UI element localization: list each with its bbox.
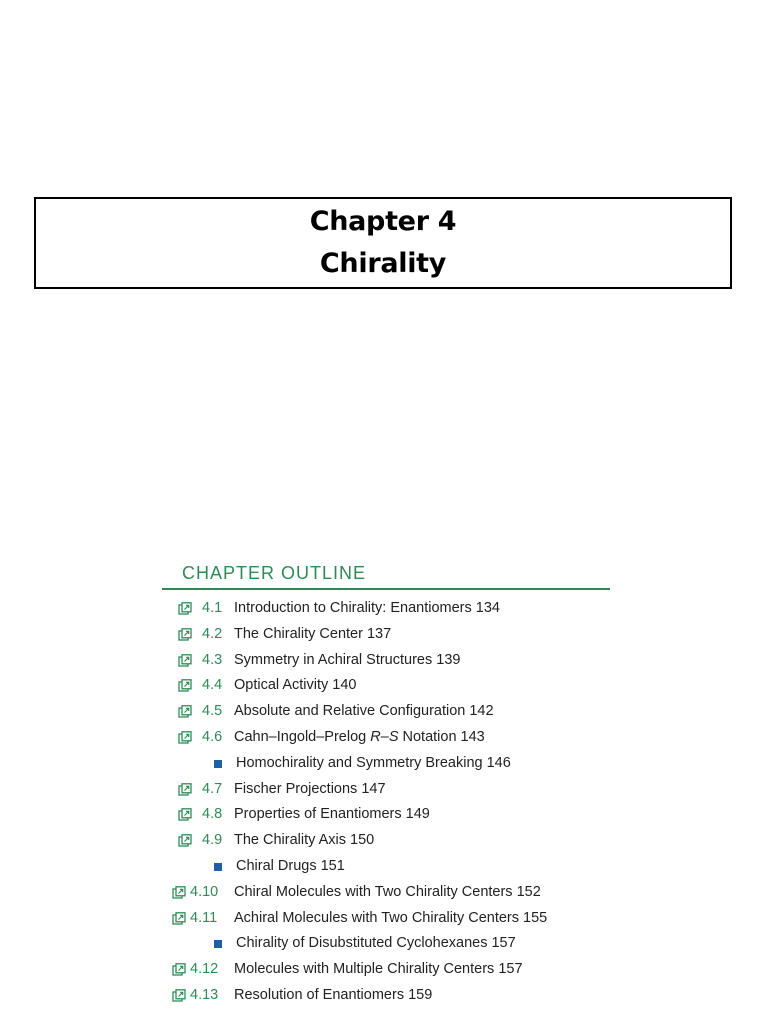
section-number: 4.2 [202, 625, 223, 642]
section-title: Symmetry in Achiral Structures 139 [234, 651, 461, 668]
section-number: 4.7 [202, 780, 223, 797]
box-title: Chirality of Disubstituted Cyclohexanes 157 [236, 935, 516, 952]
section-title: Optical Activity 140 [234, 677, 357, 694]
section-number: 4.13 [190, 986, 219, 1003]
section-title: Molecules with Multiple Chirality Centers 157 [234, 961, 523, 978]
outline-section-item[interactable] [162, 906, 610, 932]
linked-section-icon [178, 731, 192, 744]
outline-heading: CHAPTER OUTLINE [182, 563, 367, 583]
section-title: The Chirality Center 137 [234, 625, 392, 642]
outline-divider [162, 588, 610, 590]
linked-section-icon [172, 989, 186, 1002]
outline-section-item[interactable] [162, 622, 610, 648]
section-number: 4.10 [190, 883, 219, 900]
outline-box-item [162, 931, 610, 957]
linked-section-icon [178, 808, 192, 821]
outline-section-item[interactable] [162, 828, 610, 854]
square-bullet-icon [214, 940, 222, 948]
section-number: 4.5 [202, 703, 223, 720]
linked-section-icon [172, 886, 186, 899]
section-title: Fischer Projections 147 [234, 780, 386, 797]
section-title: Introduction to Chirality: Enantiomers 134 [234, 600, 500, 616]
linked-section-icon [178, 628, 192, 641]
outline-section-item[interactable] [162, 880, 610, 906]
linked-section-icon [172, 963, 186, 976]
section-title: Properties of Enantiomers 149 [234, 806, 430, 823]
chapter-name: Chirality [319, 248, 447, 279]
square-bullet-icon [214, 863, 222, 871]
outline-section-item[interactable] [162, 957, 610, 983]
box-title: Homochirality and Symmetry Breaking 146 [236, 754, 511, 771]
outline-box-item [162, 854, 610, 880]
chapter-number: Chapter 4 [309, 206, 457, 237]
section-title: Achiral Molecules with Two Chirality Centers 155 [234, 909, 548, 926]
section-number: 4.12 [190, 961, 219, 978]
square-bullet-icon [214, 760, 222, 768]
section-number: 4.6 [202, 728, 223, 745]
outline-section-item[interactable] [162, 673, 610, 699]
linked-section-icon [178, 783, 192, 796]
section-number: 4.3 [202, 651, 223, 668]
section-title: Absolute and Relative Configuration 142 [234, 703, 494, 720]
box-title: Chiral Drugs 151 [236, 857, 345, 874]
section-number: 4.11 [190, 909, 218, 926]
outline-section-item[interactable] [162, 802, 610, 828]
section-number: 4.1 [202, 600, 223, 616]
section-title: Cahn–Ingold–Prelog R–S Notation 143 [234, 728, 485, 745]
section-number: 4.9 [202, 832, 223, 849]
section-title: The Chirality Axis 150 [234, 832, 375, 849]
chapter-outline [162, 558, 610, 1009]
linked-section-icon [178, 654, 192, 667]
outline-section-item[interactable] [162, 777, 610, 803]
outline-section-item[interactable] [162, 699, 610, 725]
outline-list [162, 596, 610, 1009]
linked-section-icon [172, 912, 186, 925]
linked-section-icon [178, 602, 192, 615]
outline-section-item[interactable] [162, 983, 610, 1009]
section-number: 4.8 [202, 806, 223, 823]
outline-box-item [162, 751, 610, 777]
section-title: Chiral Molecules with Two Chirality Centers 152 [234, 883, 541, 900]
chapter-title-box [34, 197, 732, 289]
linked-section-icon [178, 679, 192, 692]
outline-section-item[interactable] [162, 596, 610, 622]
linked-section-icon [178, 834, 192, 847]
outline-section-item[interactable] [162, 725, 610, 751]
section-title: Resolution of Enantiomers 159 [234, 986, 433, 1003]
linked-section-icon [178, 705, 192, 718]
outline-section-item[interactable] [162, 648, 610, 674]
section-number: 4.4 [202, 677, 223, 694]
